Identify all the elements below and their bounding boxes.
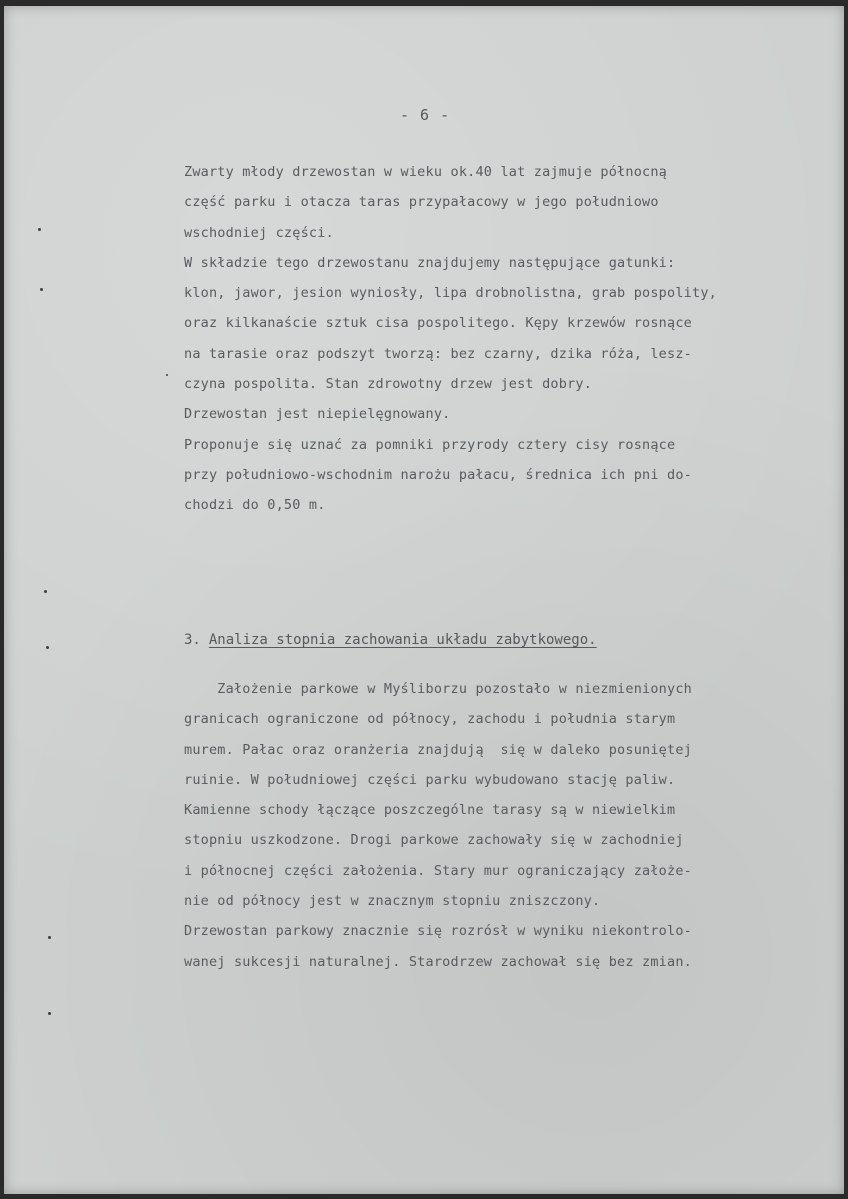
- text-line: Drzewostan jest niepielęgnowany.: [184, 406, 451, 423]
- text-line: Założenie parkowe w Myśliborzu pozostało w niezmienionych: [184, 681, 692, 697]
- text-line: Proponuje się uznać za pomniki przyrody cztery cisy rosnące: [184, 436, 676, 453]
- text-line: wschodniej części.: [184, 224, 334, 241]
- scan-speck: [38, 228, 41, 231]
- text-line: i północnej części założenia. Stary mur ograniczający założe-: [184, 862, 692, 879]
- scan-speck: [44, 590, 47, 593]
- scan-speck: [46, 646, 49, 649]
- text-line: część parku i otacza taras przypałacowy w jego południowo: [184, 194, 659, 211]
- text-line: Drzewostan parkowy znacznie się rozrósł w wyniku niekontrolo-: [184, 923, 692, 940]
- section-number: 3.: [184, 632, 201, 648]
- page-number: - 6 -: [400, 106, 451, 124]
- scan-speck: [48, 1012, 51, 1015]
- text-line: przy południowo-wschodnim narożu pałacu, średnica ich pni do-: [184, 466, 692, 483]
- paragraph-vegetation: [184, 157, 824, 521]
- paragraph-analysis: [184, 674, 824, 977]
- text-line: na tarasie oraz podszyt tworzą: bez czarny, dzika róża, lesz-: [184, 345, 692, 362]
- document-page: [4, 6, 844, 1194]
- text-line: ruinie. W południowej części parku wybudowano stację paliw.: [184, 771, 676, 788]
- text-line: nie od północy jest w znacznym stopniu zniszczony.: [184, 893, 601, 910]
- section-title: Analiza stopnia zachowania układu zabytkowego.: [208, 632, 597, 648]
- scan-speck: [166, 374, 168, 376]
- text-line: Kamienne schody łączące poszczególne tarasy są w niewielkim: [184, 802, 676, 819]
- section-heading: [184, 632, 597, 648]
- text-line: chodzi do 0,50 m.: [184, 497, 326, 514]
- text-line: granicach ograniczone od północy, zachodu i południa starym: [184, 711, 676, 728]
- text-line: czyna pospolita. Stan zdrowotny drzew jest dobry.: [184, 376, 593, 393]
- text-line: oraz kilkanaście sztuk cisa pospolitego. Kępy krzewów rosnące: [184, 315, 692, 332]
- scan-speck: [48, 936, 51, 939]
- text-line: klon, jawor, jesion wyniosły, lipa drobnolistna, grab pospolity,: [184, 285, 717, 302]
- text-line: Zwarty młody drzewostan w wieku ok.40 lat zajmuje północną: [184, 164, 668, 180]
- text-line: W składzie tego drzewostanu znajdujemy następujące gatunki:: [184, 254, 676, 271]
- scan-speck: [40, 288, 43, 291]
- text-line: murem. Pałac oraz oranżeria znajdują się w daleko posuniętej: [184, 741, 692, 758]
- text-line: stopniu uszkodzone. Drogi parkowe zachowały się w zachodniej: [184, 832, 684, 849]
- text-line: wanej sukcesji naturalnej. Starodrzew zachował się bez zmian.: [184, 953, 692, 970]
